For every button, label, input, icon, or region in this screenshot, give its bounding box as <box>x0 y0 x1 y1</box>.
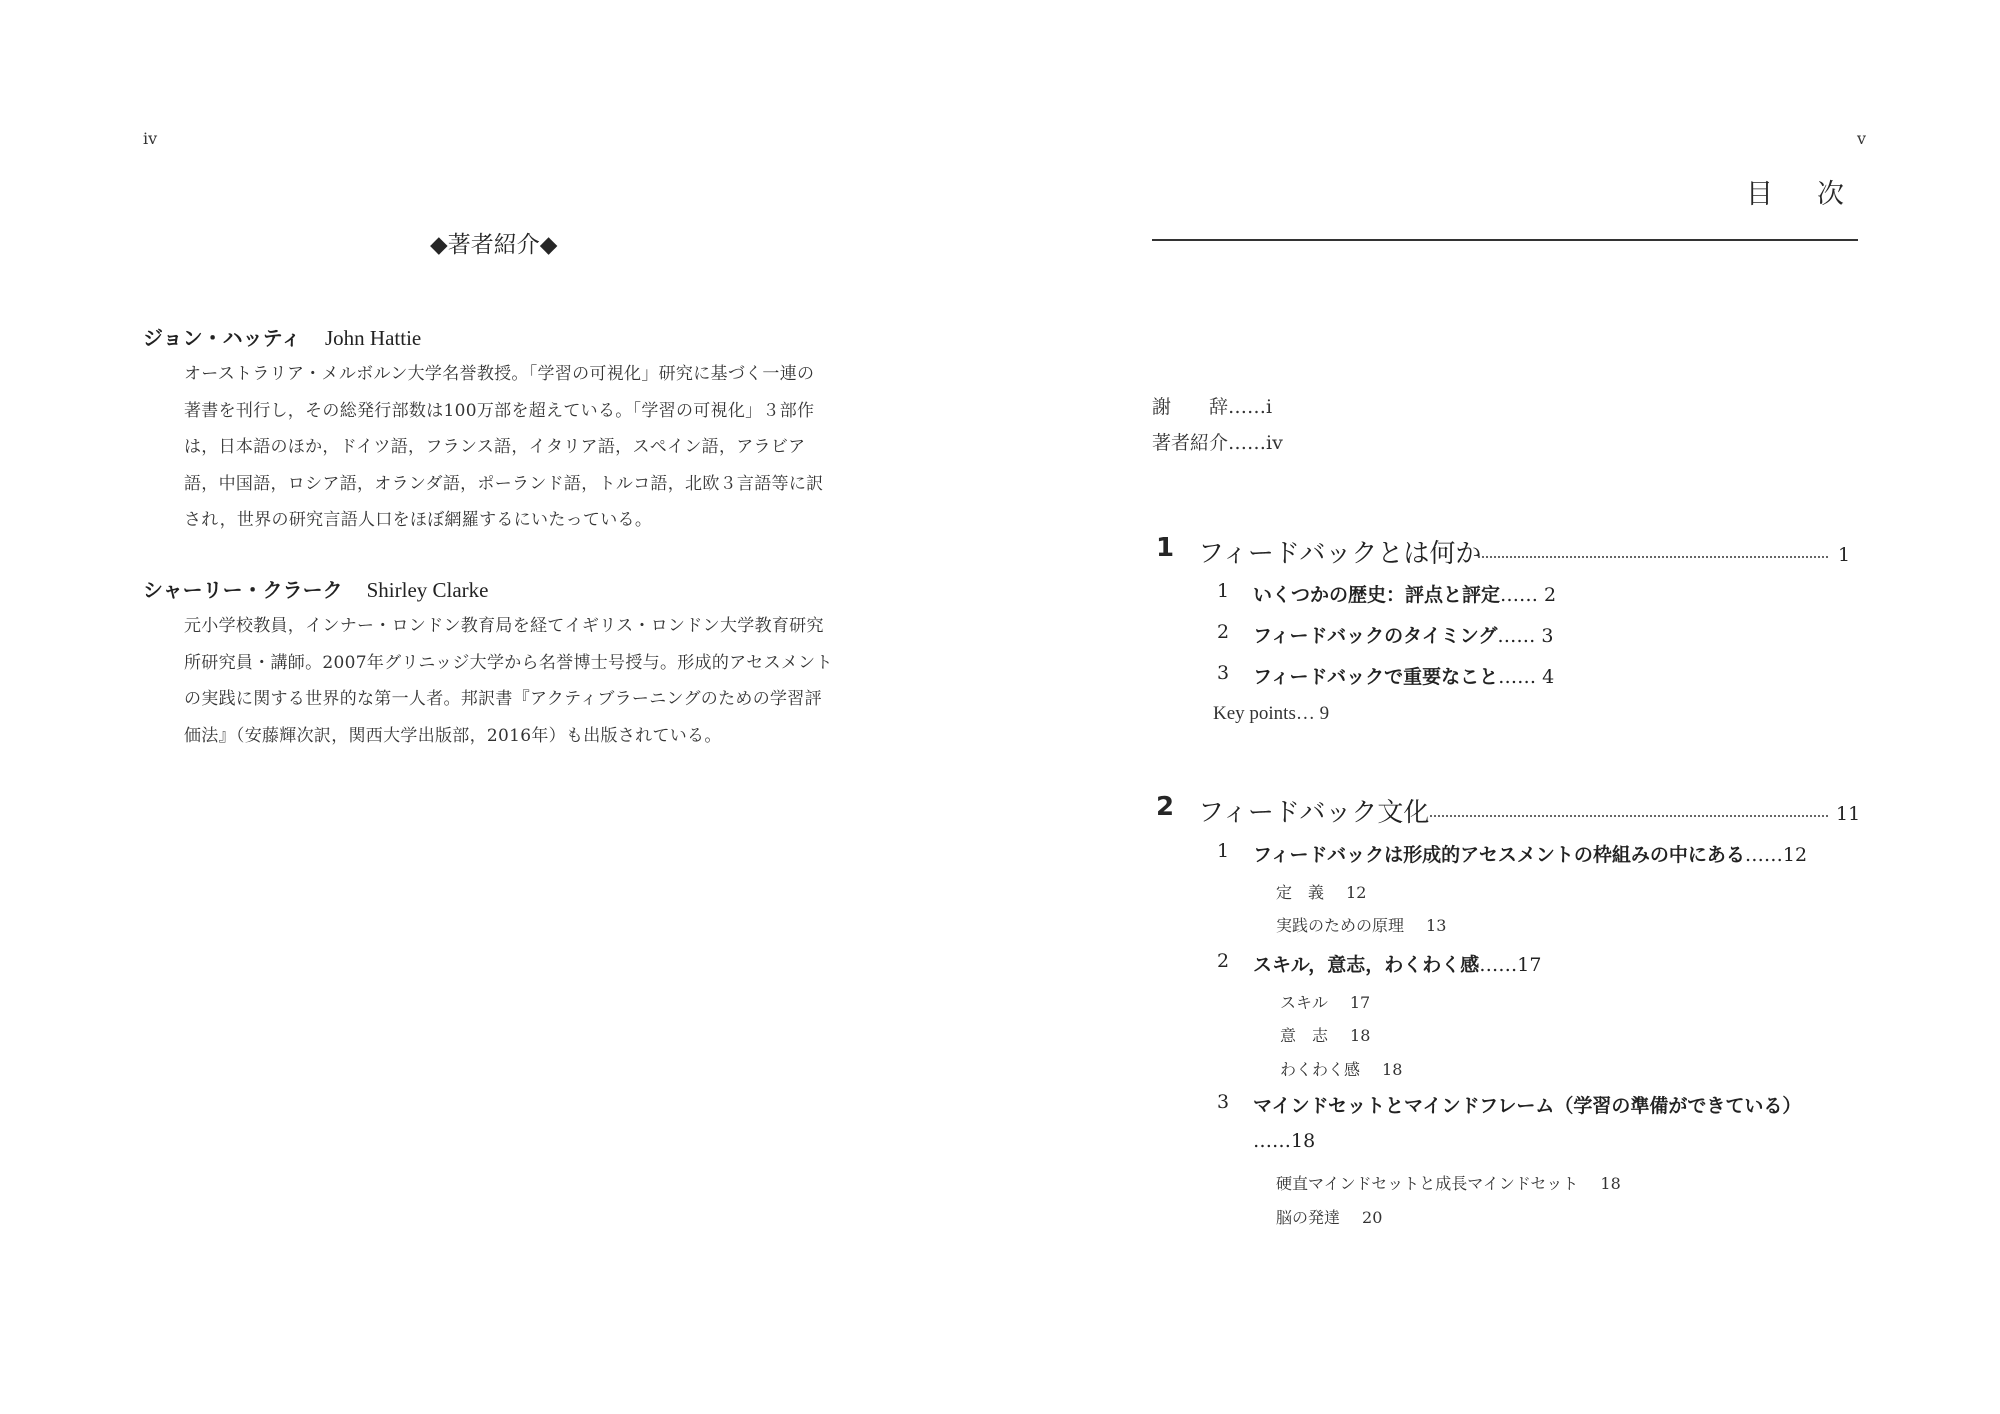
toc-section-page: ……12 <box>1744 844 1808 866</box>
right-page-number: v <box>1857 129 1867 148</box>
author-name-en: Shirley Clarke <box>366 578 489 602</box>
toc-section-title[interactable] <box>1253 662 1554 689</box>
toc-front-author-bios[interactable] <box>1152 428 1283 455</box>
author-name-ja: ジョン・ハッティ <box>143 326 301 350</box>
toc-chapter-number: 2 <box>1156 792 1175 822</box>
toc-section-title[interactable] <box>1253 950 1541 977</box>
toc-dot-leader <box>1478 556 1828 558</box>
toc-subsection-label: 意 志 <box>1280 1026 1329 1045</box>
toc-section-page: …… 4 <box>1498 666 1555 688</box>
toc-subsection[interactable] <box>1276 913 1446 936</box>
toc-front-label: 著者紹介 <box>1152 432 1229 454</box>
toc-divider <box>1152 239 1858 241</box>
toc-subsection-label: 硬直マインドセットと成長マインドセット <box>1276 1174 1579 1193</box>
author-name-en: John Hattie <box>325 326 422 350</box>
toc-section-label: フィードバックで重要なこと <box>1253 666 1499 688</box>
toc-section-page: …… 2 <box>1500 584 1557 606</box>
author-name-clarke <box>143 574 489 603</box>
toc-section-number: 1 <box>1217 840 1230 862</box>
toc-section-label: いくつかの歴史：評点と評定 <box>1253 584 1501 606</box>
toc-key-points-label: Key points <box>1213 703 1296 724</box>
toc-subsection[interactable] <box>1280 1023 1370 1046</box>
bio-line: 著書を刊行し，その総発行部数は100万部を超えている。「学習の可視化」３部作 <box>184 401 815 421</box>
bio-line: され，世界の研究言語人口をほぼ網羅するにいたっている。 <box>184 510 653 530</box>
toc-subsection-label: スキル <box>1280 993 1328 1012</box>
toc-section-title[interactable] <box>1253 621 1553 648</box>
bio-line: 語，中国語，ロシア語，オランダ語，ポーランド語，トルコ語，北欧３言語等に訳 <box>184 474 824 494</box>
bio-line: 元小学校教員，インナー・ロンドン教育局を経てイギリス・ロンドン大学教育研究 <box>184 616 824 636</box>
toc-chapter-title[interactable]: フィードバックとは何か <box>1198 539 1482 569</box>
toc-section-title[interactable] <box>1253 580 1556 607</box>
toc-section-label: フィードバックは形成的アセスメントの枠組みの中にある <box>1253 844 1745 866</box>
toc-front-page: ……iv <box>1228 432 1283 454</box>
toc-subsection-label: 脳の発達 <box>1276 1208 1341 1227</box>
toc-title: 目次 <box>1746 179 1888 210</box>
author-name-hattie <box>143 322 421 351</box>
toc-subsection[interactable] <box>1280 1057 1402 1080</box>
toc-subsection-page: 20 <box>1362 1208 1383 1227</box>
toc-section-page <box>1253 1130 1315 1152</box>
bio-line: オーストラリア・メルボルン大学名誉教授。「学習の可視化」研究に基づく一連の <box>184 364 815 384</box>
toc-section-number: 3 <box>1217 662 1230 684</box>
toc-key-points[interactable] <box>1213 703 1329 725</box>
toc-section-title[interactable]: マインドセットとマインドフレーム（学習の準備ができている） <box>1253 1095 1802 1117</box>
toc-section-page: …… 3 <box>1497 625 1554 647</box>
toc-section-page: ……17 <box>1479 954 1542 976</box>
bio-line: 価法』（安藤輝次訳，関西大学出版部，2016年）も出版されている。 <box>184 726 722 746</box>
toc-chapter-page: 11 <box>1836 803 1861 825</box>
author-bio-heading: ◆著者紹介◆ <box>430 232 558 258</box>
toc-section-number: 2 <box>1217 621 1230 643</box>
left-page-number: iv <box>143 129 158 148</box>
bio-line: 所研究員・講師。2007年グリニッジ大学から名誉博士号授与。形成的アセスメント <box>184 653 833 673</box>
toc-subsection-page: 18 <box>1600 1174 1621 1193</box>
toc-subsection-label: 定 義 <box>1276 883 1325 902</box>
toc-section-title[interactable] <box>1253 840 1807 867</box>
toc-section-label: フィードバックのタイミング <box>1253 625 1498 647</box>
toc-subsection[interactable] <box>1276 880 1366 903</box>
toc-front-page: ……i <box>1228 396 1273 418</box>
bio-line: は，日本語のほか，ドイツ語，フランス語，イタリア語，スペイン語，アラビア <box>184 437 806 457</box>
toc-subsection[interactable] <box>1280 990 1370 1013</box>
toc-dot-leader <box>1430 815 1828 817</box>
toc-section-number: 2 <box>1217 950 1230 972</box>
toc-key-points-page: … 9 <box>1295 703 1330 724</box>
toc-chapter-title[interactable]: フィードバック文化 <box>1198 798 1430 828</box>
bio-line: の実践に関する世界的な第一人者。邦訳書『アクティブラーニングのための学習評 <box>184 689 822 709</box>
toc-subsection-label: 実践のための原理 <box>1276 916 1405 935</box>
toc-front-label: 謝 辞 <box>1152 396 1229 418</box>
toc-subsection-page: 13 <box>1426 916 1447 935</box>
toc-front-acknowledgements[interactable] <box>1152 392 1272 419</box>
author-name-ja: シャーリー・クラーク <box>143 578 343 602</box>
toc-subsection[interactable] <box>1276 1205 1382 1228</box>
toc-subsection[interactable] <box>1276 1171 1621 1194</box>
toc-section-number: 1 <box>1217 580 1230 602</box>
toc-section-page-label: ……18 <box>1253 1130 1316 1152</box>
toc-subsection-page: 18 <box>1382 1060 1403 1079</box>
toc-subsection-label: わくわく感 <box>1280 1060 1361 1079</box>
toc-section-number: 3 <box>1217 1091 1230 1113</box>
toc-subsection-page: 17 <box>1349 993 1371 1012</box>
toc-section-label: スキル，意志，わくわく感 <box>1253 954 1480 976</box>
toc-chapter-page: 1 <box>1838 544 1851 566</box>
toc-subsection-page: 18 <box>1350 1026 1371 1045</box>
toc-subsection-page: 12 <box>1346 883 1367 902</box>
toc-chapter-number: 1 <box>1156 533 1175 563</box>
